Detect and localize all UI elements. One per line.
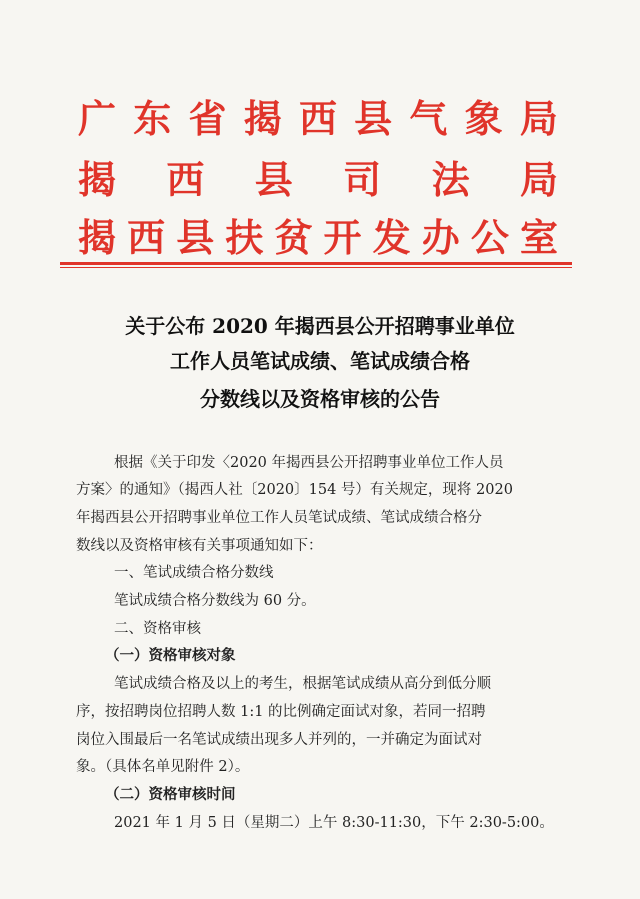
letterhead-rule-thin [60,267,572,268]
paragraph-4: 2021 年 1 月 5 日（星期二）上午 8:30-11:30，下午 2:30-5:00。 [114,815,554,831]
letterhead-line-2: 揭 西 县 司 法 局 [78,158,558,202]
letterhead-rule-thick [60,262,572,265]
paragraph-2: 笔试成绩合格分数线为 60 分。 [114,593,316,609]
title-line-1: 关于公布 2020 年揭西县公开招聘事业单位 [125,314,515,338]
letterhead-line-1: 广 东 省 揭 西 县 气 象 局 [78,97,558,141]
paragraph-3-line-3: 岗位入围最后一名笔试成绩出现多人并列的，一并确定为面试对 [76,732,482,748]
paragraph-3-line-2: 序，按招聘岗位招聘人数 1:1 的比例确定面试对象，若同一招聘 [76,704,486,720]
title-line-2: 工作人员笔试成绩、笔试成绩合格 [170,349,470,373]
section-heading-1: 一、笔试成绩合格分数线 [114,565,274,581]
subsection-heading-1: （一）资格审核对象 [105,647,236,664]
paragraph-3-line-1: 笔试成绩合格及以上的考生，根据笔试成绩从高分到低分顺 [114,676,491,692]
title-line-3: 分数线以及资格审核的公告 [200,387,440,411]
paragraph-3-line-4: 象。（具体名单见附件 2）。 [76,759,250,775]
paragraph-1-line-4: 数线以及资格审核有关事项通知如下： [76,538,323,554]
paragraph-1-line-3: 年揭西县公开招聘事业单位工作人员笔试成绩、笔试成绩合格分 [76,510,482,526]
paragraph-1-line-2: 方案〉的通知》（揭西人社〔2020〕154 号）有关规定，现将 2020 [76,482,513,498]
section-heading-2: 二、资格审核 [114,621,201,637]
subsection-heading-2: （二）资格审核时间 [105,786,236,803]
paragraph-1-line-1: 根据《关于印发〈2020 年揭西县公开招聘事业单位工作人员 [114,455,504,471]
letterhead-line-3: 揭 西 县 扶 贫 开 发 办 公 室 [78,216,558,260]
